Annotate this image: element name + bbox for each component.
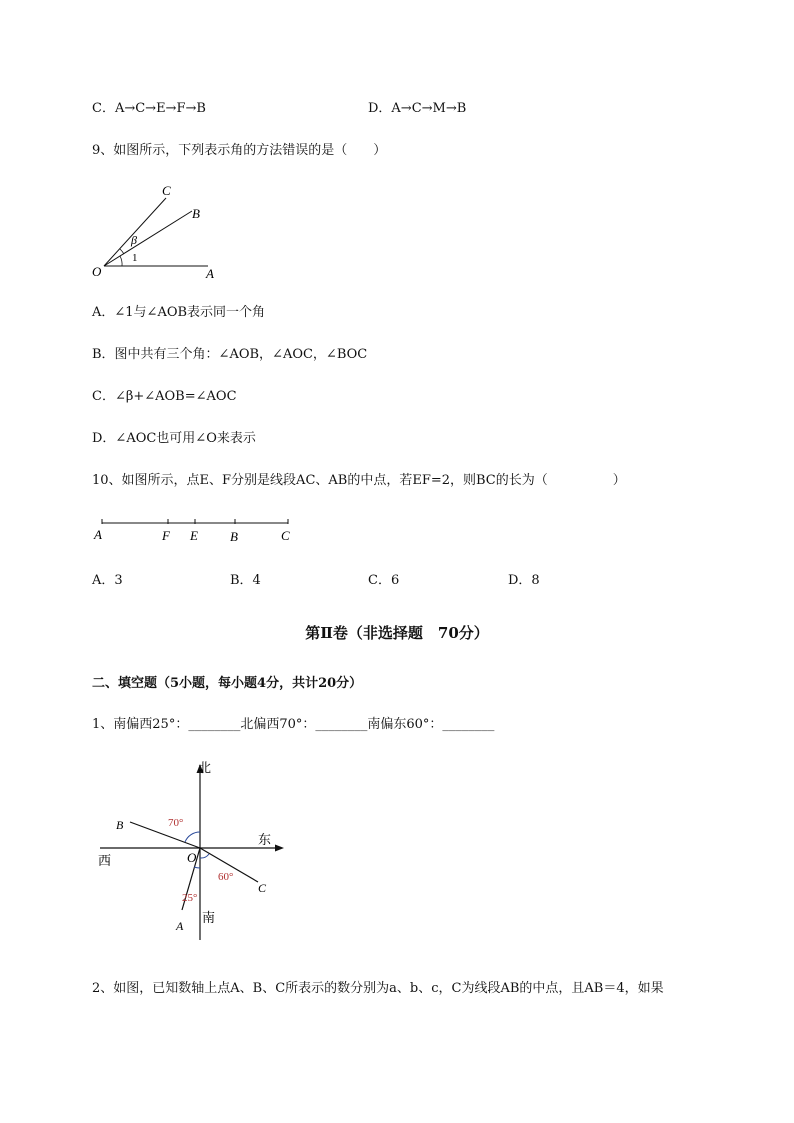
- q9-stem: 9、如图所示，下列表示角的方法错误的是（ ）: [92, 143, 387, 158]
- q9-label-one: 1: [132, 252, 138, 264]
- q9-angle-figure: [88, 180, 228, 285]
- q10-segment-figure: [90, 515, 300, 547]
- part2-title: 第Ⅱ卷（非选择题 70分）: [305, 624, 489, 642]
- angle-25-label: 25°: [182, 892, 198, 904]
- q10-stem: 10、如图所示，点E、F分别是线段AC、AB的中点，若EF=2，则BC的长为（ ）: [92, 473, 626, 488]
- q9-option-d: D．∠AOC也可用∠O来表示: [92, 431, 256, 446]
- q10-label-a: A: [94, 527, 102, 542]
- angle-70-label: 70°: [168, 817, 184, 829]
- angle-60-label: 60°: [218, 871, 234, 883]
- q8-option-d: D．A→C→M→B: [368, 101, 467, 116]
- q10-label-e: E: [190, 528, 198, 543]
- q10-option-a: A．3: [92, 573, 123, 588]
- compass-label-o: O: [187, 850, 197, 865]
- q9-label-a: A: [206, 266, 214, 281]
- compass-label-b: B: [116, 818, 124, 832]
- compass-south-label: 南: [202, 910, 216, 925]
- q10-label-b: B: [230, 529, 238, 544]
- compass-label-c: C: [258, 881, 267, 895]
- q9-option-a: A．∠1与∠AOB表示同一个角: [92, 305, 266, 320]
- compass-west-label: 西: [98, 853, 112, 868]
- compass-east-label: 东: [258, 832, 272, 847]
- q10-option-d: D．8: [508, 573, 540, 588]
- q10-option-b: B．4: [230, 573, 261, 588]
- q10-option-c: C．6: [368, 573, 400, 588]
- q10-label-c: C: [281, 528, 290, 543]
- q9-option-b: B．图中共有三个角：∠AOB，∠AOC，∠BOC: [92, 347, 368, 362]
- q9-label-c: C: [162, 183, 171, 198]
- compass-north-label: 北: [198, 760, 212, 775]
- compass-figure: [92, 758, 292, 948]
- fill2-stem: 2、如图，已知数轴上点A、B、C所表示的数分别为a、b、c，C为线段AB的中点，且AB＝4，如果: [92, 981, 664, 996]
- q9-label-o: O: [92, 264, 102, 279]
- q10-label-f: F: [162, 528, 170, 543]
- section-heading: 二、填空题（5小题，每小题4分，共计20分）: [92, 676, 363, 691]
- q9-label-b: B: [192, 206, 200, 221]
- fill1-stem: 1、南偏西25°：________北偏西70°：________南偏东60°：________: [92, 717, 495, 732]
- q9-label-beta: β: [131, 233, 137, 247]
- q9-option-c: C．∠β+∠AOB=∠AOC: [92, 389, 237, 404]
- q8-option-c: C．A→C→E→F→B: [92, 101, 206, 116]
- compass-label-a: A: [176, 919, 184, 933]
